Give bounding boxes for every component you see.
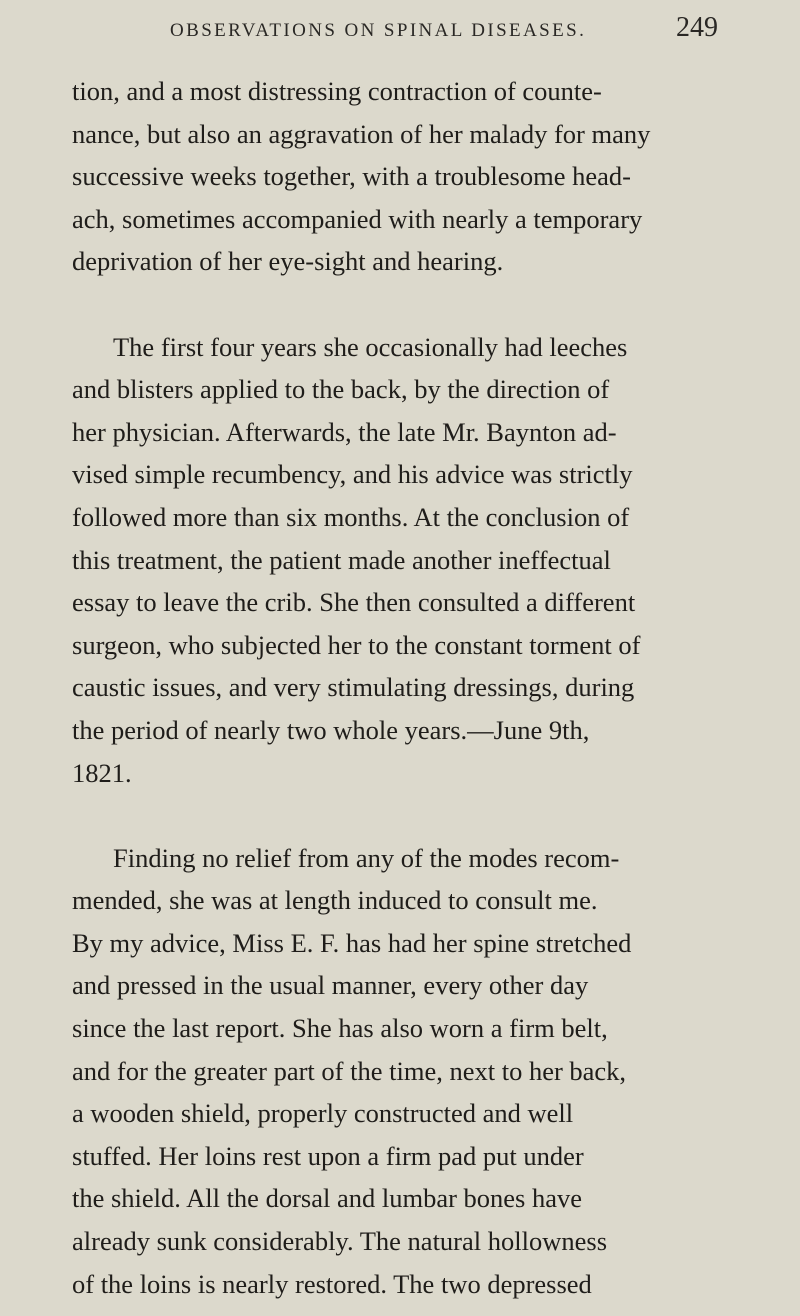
page-number: 249 bbox=[676, 12, 718, 43]
text-line: the shield. All the dorsal and lumbar bones have bbox=[72, 1183, 583, 1214]
text-line: mended, she was at length induced to consult me. bbox=[72, 885, 598, 916]
text-line: ach, sometimes accompanied with nearly a temporary bbox=[72, 203, 643, 234]
paragraph-1 bbox=[72, 70, 748, 283]
text-line: since the last report. She has also worn a firm belt, bbox=[72, 1013, 608, 1044]
text-line: stuffed. Her loins rest upon a firm pad put under bbox=[72, 1140, 584, 1171]
paragraph-2 bbox=[72, 326, 748, 795]
text-line: 1821. bbox=[72, 757, 132, 788]
paragraph-3 bbox=[72, 837, 748, 1306]
text-line: and pressed in the usual manner, every other day bbox=[72, 970, 589, 1001]
text-line: followed more than six months. At the conclusion of bbox=[72, 501, 630, 532]
text-line: vised simple recumbency, and his advice was strictly bbox=[72, 459, 633, 490]
text-line: a wooden shield, properly constructed and well bbox=[72, 1098, 574, 1129]
text-line: of the loins is nearly restored. The two depressed bbox=[72, 1268, 592, 1299]
running-head: OBSERVATIONS ON SPINAL DISEASES. bbox=[170, 20, 587, 41]
text-line: deprivation of her eye-sight and hearing. bbox=[72, 246, 504, 277]
text-line: successive weeks together, with a troublesome head- bbox=[72, 161, 631, 192]
text-line: this treatment, the patient made another ineffectual bbox=[72, 544, 611, 575]
body-text bbox=[72, 70, 748, 1305]
text-line: nance, but also an aggravation of her malady for many bbox=[72, 118, 651, 149]
text-line: essay to leave the crib. She then consulted a different bbox=[72, 587, 636, 618]
text-line: and for the greater part of the time, next to her back, bbox=[72, 1055, 627, 1086]
text-line: the period of nearly two whole years.—June 9th, bbox=[72, 714, 590, 745]
text-line: surgeon, who subjected her to the constant torment of bbox=[72, 629, 641, 660]
text-line: caustic issues, and very stimulating dressings, during bbox=[72, 672, 635, 703]
text-line: tion, and a most distressing contraction of counte- bbox=[72, 76, 602, 106]
text-line: The first four years she occasionally had leeches bbox=[113, 331, 628, 362]
text-line: By my advice, Miss E. F. has had her spine stretched bbox=[72, 927, 632, 958]
text-line: her physician. Afterwards, the late Mr. Baynton ad- bbox=[72, 416, 617, 447]
text-line: already sunk considerably. The natural hollowness bbox=[72, 1226, 608, 1257]
text-line: Finding no relief from any of the modes recom- bbox=[113, 842, 620, 873]
text-line: and blisters applied to the back, by the direction of bbox=[72, 374, 610, 405]
